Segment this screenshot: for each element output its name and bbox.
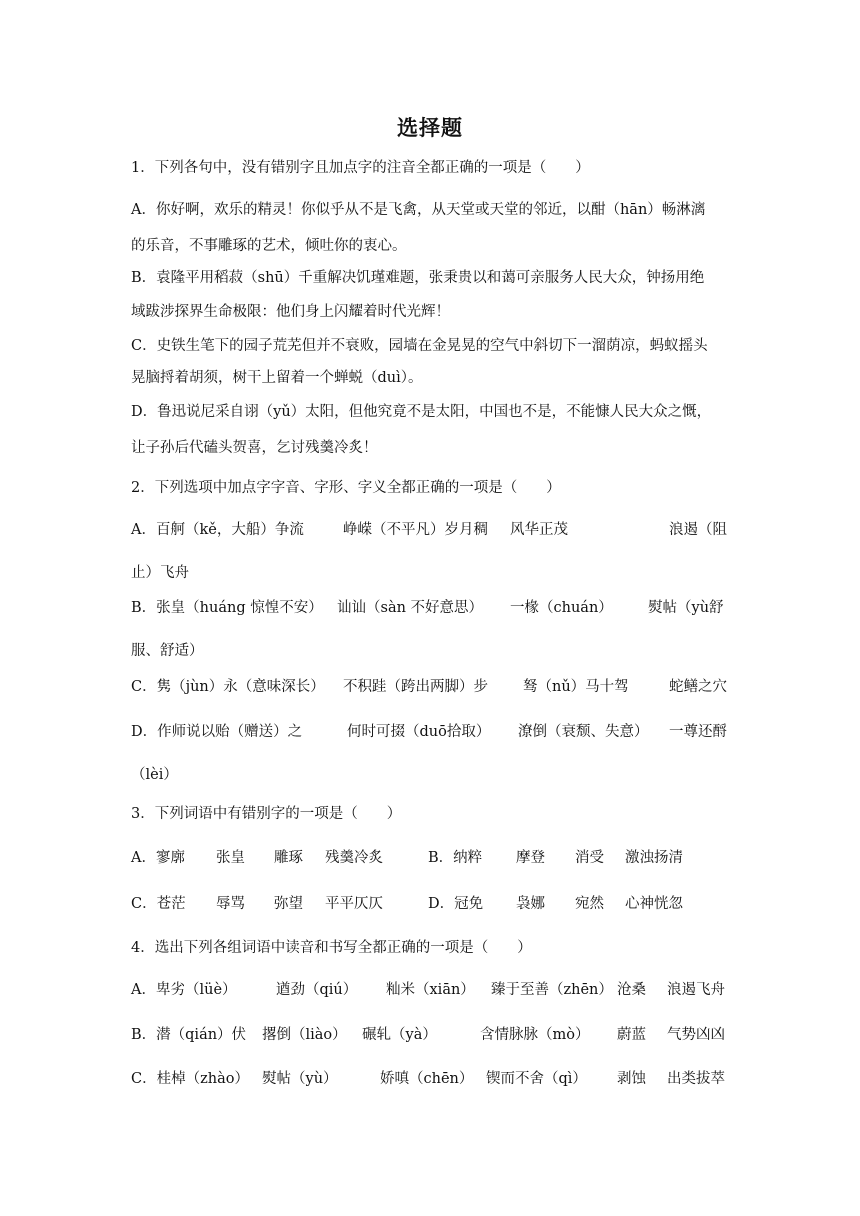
q2-option-d-cont: （lèi） bbox=[131, 767, 178, 783]
q1-option-d-line1: D．鲁迅说尼采自诩（yǔ）太阳，但他究竟不是太阳，中国也不是，不能慷人民大众之慨， bbox=[131, 404, 712, 420]
q4-option-b-6: 气势凶凶 bbox=[667, 1027, 725, 1043]
q3-row-cd-3: 弥望 bbox=[274, 896, 303, 912]
q4-option-c-2: 熨帖（yù） bbox=[262, 1071, 338, 1087]
q4-option-a-6: 浪遏飞舟 bbox=[667, 982, 725, 998]
q3-row-ab-8: 激浊扬清 bbox=[625, 850, 683, 866]
q2-option-d-part1: D．作师说以贻（赠送）之 bbox=[131, 724, 303, 740]
q3-row-cd-2: 辱骂 bbox=[216, 896, 245, 912]
q1-option-a-line2: 的乐音，不事雕琢的艺术，倾吐你的衷心。 bbox=[131, 238, 407, 254]
q2-option-b-part1: B．张皇（huáng 惊惶不安） bbox=[131, 600, 323, 616]
q4-option-b-4: 含情脉脉（mò） bbox=[480, 1027, 590, 1043]
q4-option-a-5: 沧桑 bbox=[617, 982, 646, 998]
q2-option-b-part2: 讪讪（sàn 不好意思） bbox=[337, 600, 484, 616]
q4-option-b-2: 撂倒（liào） bbox=[262, 1027, 347, 1043]
q2-option-d-part4: 一尊还酹 bbox=[669, 724, 727, 740]
q2-option-d-part2: 何时可掇（duō拾取） bbox=[347, 724, 491, 740]
q2-option-c-part4: 蛇鳝之穴 bbox=[669, 679, 727, 695]
q1-option-b-line2: 域跋涉探界生命极限：他们身上闪耀着时代光辉！ bbox=[131, 304, 450, 320]
q4-option-b-5: 蔚蓝 bbox=[617, 1027, 646, 1043]
q4-option-c-6: 出类拔萃 bbox=[667, 1071, 725, 1087]
q3-row-cd-5: D．冠免 bbox=[428, 896, 484, 912]
question-1-stem: 1．下列各句中，没有错别字且加点字的注音全都正确的一项是（ ） bbox=[131, 160, 590, 176]
q4-option-c-3: 娇嗔（chēn） bbox=[380, 1071, 474, 1087]
q1-option-c-line2: 晃脑捋着胡须，树干上留着一个蝉蜕（duì）。 bbox=[131, 370, 423, 386]
q2-option-a-part2: 峥嵘（不平凡）岁月稠 bbox=[343, 522, 488, 538]
q1-option-a-line1: A．你好啊，欢乐的精灵！你似乎从不是飞禽，从天堂或天堂的邻近，以酣（hān）畅淋漓 bbox=[131, 202, 706, 218]
q1-option-b-line1: B．袁隆平用稻菽（shū）千重解决饥瑾难题，张秉贵以和蔼可亲服务人民大众，钟扬用绝 bbox=[131, 270, 705, 286]
page-title: 选择题 bbox=[397, 116, 463, 140]
question-2-stem: 2．下列选项中加点字字音、字形、字义全都正确的一项是（ ） bbox=[131, 480, 561, 496]
q3-row-cd-4: 平平仄仄 bbox=[325, 896, 383, 912]
q4-option-a-3: 籼米（xiān） bbox=[386, 982, 475, 998]
question-4-stem: 4．选出下列各组词语中读音和书写全都正确的一项是（ ） bbox=[131, 940, 532, 956]
q4-option-b-1: B．潜（qián）伏 bbox=[131, 1027, 247, 1043]
q3-row-ab-7: 消受 bbox=[575, 850, 604, 866]
q2-option-a-part1: A．百舸（kě，大船）争流 bbox=[131, 522, 304, 538]
q3-row-ab-2: 张皇 bbox=[216, 850, 245, 866]
q1-option-c-line1: C．史铁生笔下的园子荒芜但并不衰败，园墙在金晃晃的空气中斜切下一溜荫凉，蚂蚁摇头 bbox=[131, 338, 708, 354]
question-3-stem: 3．下列词语中有错别字的一项是（ ） bbox=[131, 806, 402, 822]
q4-option-a-4: 臻于至善（zhēn） bbox=[491, 982, 613, 998]
q3-row-ab-6: 摩登 bbox=[516, 850, 545, 866]
q2-option-a-part4: 浪遏（阻 bbox=[669, 522, 727, 538]
q4-option-a-2: 遒劲（qiú） bbox=[276, 982, 358, 998]
q3-row-ab-5: B．纳粹 bbox=[428, 850, 483, 866]
q2-option-b-cont: 服、舒适） bbox=[131, 643, 204, 659]
q3-row-cd-8: 心神恍忽 bbox=[625, 896, 683, 912]
q3-row-cd-7: 宛然 bbox=[575, 896, 604, 912]
q2-option-a-cont: 止）飞舟 bbox=[131, 565, 189, 581]
q4-option-a-1: A．卑劣（lüè） bbox=[131, 982, 237, 998]
q3-row-ab-3: 雕琢 bbox=[274, 850, 303, 866]
q3-row-ab-1: A．寥廓 bbox=[131, 850, 185, 866]
q2-option-d-part3: 潦倒（衰颓、失意） bbox=[518, 724, 649, 740]
q4-option-b-3: 碾轧（yà） bbox=[362, 1027, 437, 1043]
q2-option-c-part3: 驽（nǔ）马十驾 bbox=[523, 679, 629, 695]
q1-option-d-line2: 让子孙后代磕头贺喜，乞讨残羹冷炙！ bbox=[131, 440, 378, 456]
q2-option-b-part3: 一椽（chuán） bbox=[510, 600, 613, 616]
q4-option-c-5: 剥蚀 bbox=[617, 1071, 646, 1087]
q2-option-a-part3: 风华正茂 bbox=[510, 522, 568, 538]
q4-option-c-1: C．桂棹（zhào） bbox=[131, 1071, 249, 1087]
q2-option-c-part1: C．隽（jùn）永（意味深长） bbox=[131, 679, 325, 695]
q3-row-ab-4: 残羹冷炙 bbox=[325, 850, 383, 866]
q3-row-cd-1: C．苍茫 bbox=[131, 896, 186, 912]
q2-option-c-part2: 不积跬（跨出两脚）步 bbox=[343, 679, 488, 695]
q4-option-c-4: 锲而不舍（qì） bbox=[486, 1071, 587, 1087]
q2-option-b-part4: 熨帖（yù舒 bbox=[648, 600, 724, 616]
q3-row-cd-6: 袅娜 bbox=[516, 896, 545, 912]
